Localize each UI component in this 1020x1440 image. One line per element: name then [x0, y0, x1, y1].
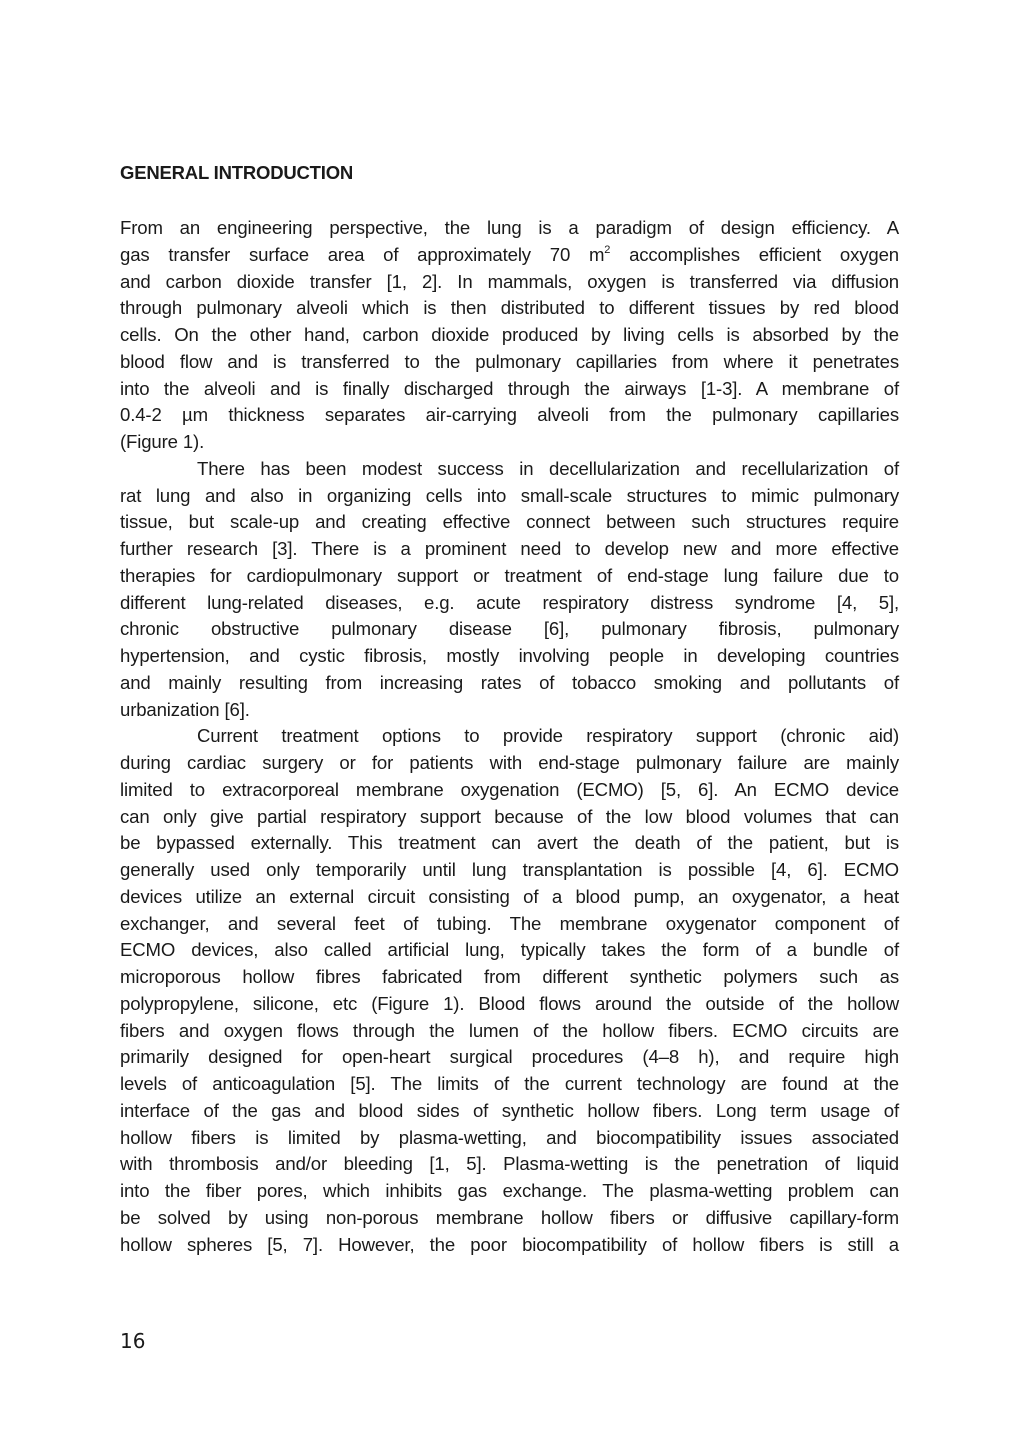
superscript: 2	[604, 243, 611, 256]
text-line: further research [3]. There is a prominent need to develop new and more effective	[120, 538, 899, 559]
text-line: exchanger, and several feet of tubing. The membrane oxygenator component of	[120, 912, 899, 934]
text-line: fibers and oxygen flows through the lumen of the hollow fibers. ECMO circuits are	[120, 1019, 899, 1041]
text-line: through pulmonary alveoli which is then distributed to different tissues by red blood	[120, 297, 899, 319]
paragraph-2	[120, 456, 899, 724]
text-line: tissue, but scale-up and creating effective connect between such structures require	[120, 511, 899, 533]
text-line: be bypassed externally. This treatment can avert the death of the patient, but is	[120, 832, 899, 854]
text-line: and mainly resulting from increasing rates of tobacco smoking and pollutants of	[120, 671, 899, 693]
text-line: therapies for cardiopulmonary support or treatment of end-stage lung failure due to	[120, 564, 899, 586]
text-line: From an engineering perspective, the lung is a paradigm of design efficiency. A	[120, 217, 899, 238]
text-line: with thrombosis and/or bleeding [1, 5]. Plasma-wetting is the penetration of liquid	[120, 1153, 899, 1175]
text-line: limited to extracorporeal membrane oxygenation (ECMO) [5, 6]. An ECMO device	[120, 778, 899, 800]
body-text	[120, 215, 899, 1258]
section-heading: GENERAL INTRODUCTION	[120, 162, 354, 183]
text-line: generally used only temporarily until lung transplantation is possible [4, 6]. ECMO	[120, 859, 899, 880]
text-line: different lung-related diseases, e.g. acute respiratory distress syndrome [4, 5],	[120, 591, 899, 613]
text-line: 0.4-2 µm thickness separates air-carrying alveoli from the pulmonary capillaries	[120, 404, 899, 426]
text-line-head: gas transfer surface area of approximately 70 m	[120, 243, 605, 265]
text-line: devices utilize an external circuit consisting of a blood pump, an oxygenator, a heat	[120, 885, 899, 907]
text-line: interface of the gas and blood sides of synthetic hollow fibers. Long term usage of	[120, 1099, 899, 1121]
text-line: and carbon dioxide transfer [1, 2]. In mammals, oxygen is transferred via diffusion	[120, 270, 899, 292]
text-line: can only give partial respiratory support because of the low blood volumes that can	[120, 805, 899, 827]
paragraph-1	[120, 215, 899, 456]
text-line: hypertension, and cystic fibrosis, mostly involving people in developing countries	[120, 645, 899, 666]
text-line: be solved by using non-porous membrane hollow fibers or diffusive capillary-form	[120, 1206, 899, 1228]
text-line: into the alveoli and is finally discharged through the airways [1-3]. A membrane of	[120, 377, 899, 399]
text-line: hollow fibers is limited by plasma-wetting, and biocompatibility issues associated	[120, 1126, 899, 1148]
paragraph-3	[120, 723, 899, 1258]
text-line: (Figure 1).	[120, 431, 205, 452]
text-line: levels of anticoagulation [5]. The limits of the current technology are found at the	[120, 1073, 899, 1094]
text-line: microporous hollow fibres fabricated from different synthetic polymers such as	[120, 966, 899, 987]
text-line	[120, 242, 899, 269]
text-line: Current treatment options to provide respiratory support (chronic aid)	[197, 725, 899, 747]
text-line: cells. On the other hand, carbon dioxide produced by living cells is absorbed by the	[120, 324, 899, 345]
text-line: polypropylene, silicone, etc (Figure 1). Blood flows around the outside of the hollow	[120, 992, 899, 1014]
text-line-tail: accomplishes efficient oxygen	[610, 243, 899, 265]
page-number: 16	[120, 1329, 146, 1353]
text-line: primarily designed for open-heart surgical procedures (4–8 h), and require high	[120, 1046, 899, 1068]
text-line: blood flow and is transferred to the pulmonary capillaries from where it penetrates	[120, 350, 899, 372]
text-line: hollow spheres [5, 7]. However, the poor biocompatibility of hollow fibers is still a	[120, 1233, 899, 1255]
text-line: during cardiac surgery or for patients with end-stage pulmonary failure are mainly	[120, 752, 899, 773]
text-line: into the fiber pores, which inhibits gas exchange. The plasma-wetting problem can	[120, 1180, 899, 1201]
text-line: There has been modest success in decellularization and recellularization of	[197, 457, 899, 479]
text-line: rat lung and also in organizing cells into small-scale structures to mimic pulmonary	[120, 484, 899, 506]
text-line: ECMO devices, also called artificial lung, typically takes the form of a bundle of	[120, 939, 899, 961]
text-line: urbanization [6].	[120, 698, 250, 720]
text-line: chronic obstructive pulmonary disease [6], pulmonary fibrosis, pulmonary	[120, 618, 899, 640]
